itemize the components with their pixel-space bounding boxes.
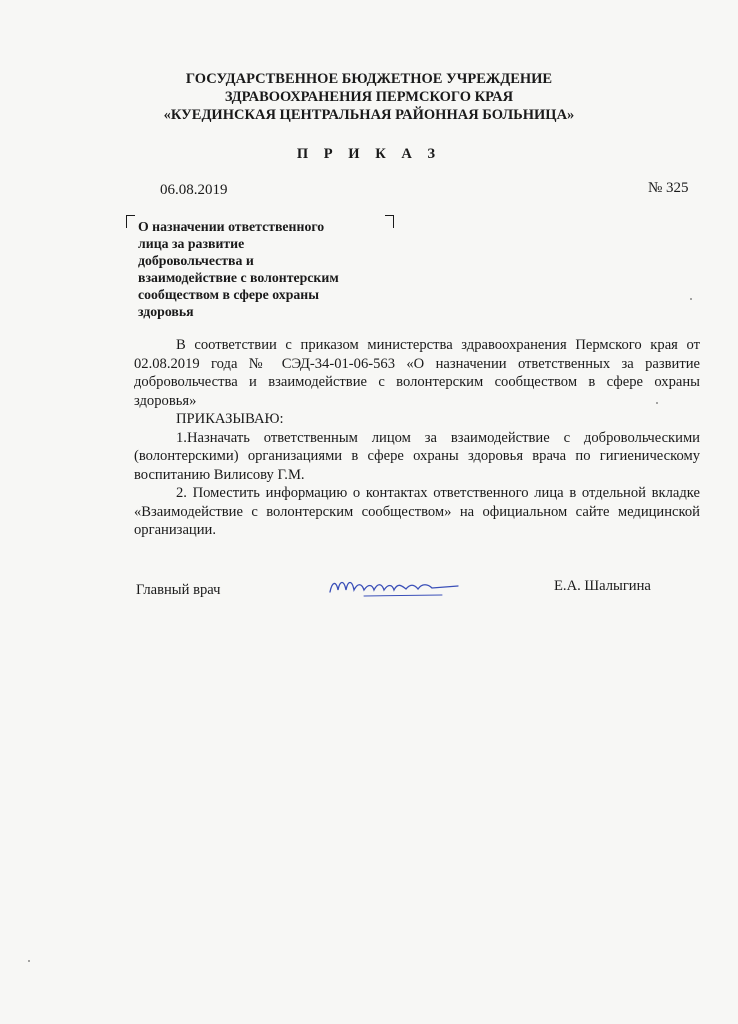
order-subject-block (126, 215, 394, 319)
signatory-name: Е.А. Шалыгина (554, 578, 651, 594)
order-body (134, 336, 700, 540)
order-item-1: 1.Назначать ответственным лицом за взаимодействие с добровольческими (волонтерскими) организациями в сфере охраны здоровья врача по гигиеническому воспитанию Вилисову Г.М. (134, 429, 700, 483)
document-title: П Р И К А З (296, 146, 442, 162)
subject-line-3: добровольчества и (138, 253, 254, 268)
preamble-paragraph: В соответствии с приказом министерства здравоохранения Пермского края от 02.08.2019 года № СЭД-34-01-06-563 «О назначении ответственных за развитие добровольчества и взаимодействие с волонтерским сообществом в сфере охраны здоровья» (134, 337, 700, 409)
order-date: 06.08.2019 (160, 182, 228, 198)
scan-speck (28, 960, 30, 962)
subject-bracket-left (126, 215, 135, 228)
subject-line-4: взаимодействие с волонтерским (138, 270, 339, 285)
subject-line-1: О назначении ответственного (138, 219, 325, 234)
scan-speck (656, 402, 658, 404)
institution-header (0, 70, 738, 124)
order-subject (138, 218, 398, 320)
order-directive: ПРИКАЗЫВАЮ: (176, 411, 284, 427)
order-item-2: 2. Поместить информацию о контактах ответственного лица в отдельной вкладке «Взаимодействие с волонтерским сообществом» на официальном сайте медицинской организации. (134, 485, 700, 538)
signature-row (136, 578, 696, 608)
subject-line-6: здоровья (138, 304, 194, 319)
scan-speck (690, 298, 692, 300)
header-line-1: ГОСУДАРСТВЕННОЕ БЮДЖЕТНОЕ УЧРЕЖДЕНИЕ (185, 71, 553, 87)
order-number: № 325 (648, 180, 689, 196)
handwritten-signature (324, 570, 464, 604)
signatory-position: Главный врач (136, 582, 221, 598)
header-line-2: ЗДРАВООХРАНЕНИЯ ПЕРМСКОГО КРАЯ (224, 89, 514, 105)
header-line-3: «КУЕДИНСКАЯ ЦЕНТРАЛЬНАЯ РАЙОННАЯ БОЛЬНИЦА» (163, 107, 575, 123)
subject-line-5: сообществом в сфере охраны (138, 287, 320, 302)
subject-line-2: лица за развитие (138, 236, 245, 251)
